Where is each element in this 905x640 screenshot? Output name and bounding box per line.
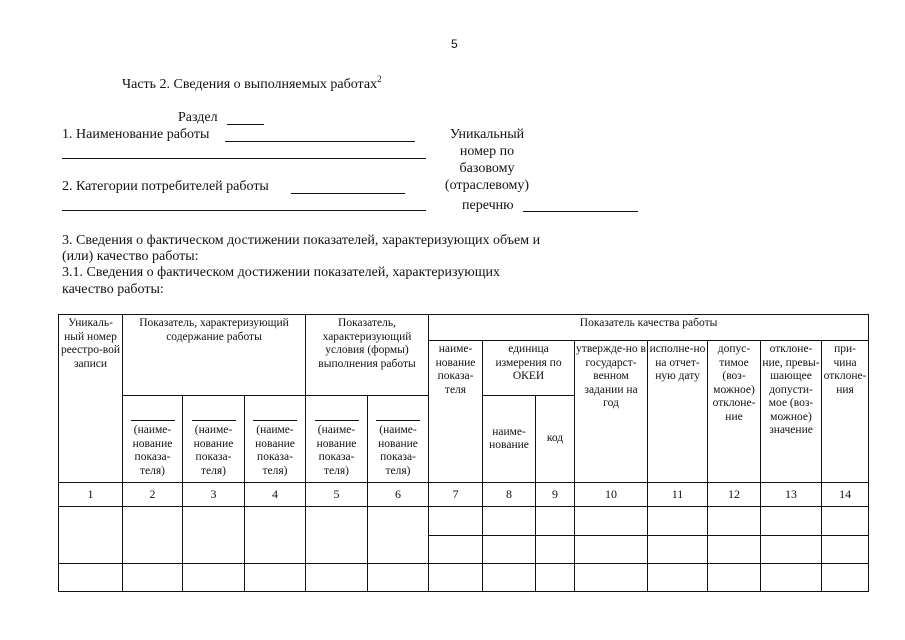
unique-number-line4: (отраслевому) — [444, 178, 530, 193]
table-cell[interactable] — [822, 564, 869, 592]
table-cell[interactable] — [822, 536, 869, 564]
subheader-text: (наиме-нование показа-теля) — [316, 424, 357, 477]
section-3-1-line2: качество работы: — [62, 282, 164, 297]
table-header-row-1 — [59, 315, 869, 341]
table-cell[interactable] — [536, 536, 575, 564]
table-cell[interactable] — [575, 507, 648, 536]
table-cell[interactable] — [368, 507, 429, 564]
section-3-line2: (или) качество работы: — [62, 249, 199, 264]
footnote-mark: 2 — [377, 74, 382, 84]
table-cell[interactable] — [648, 536, 708, 564]
col-number: 11 — [648, 483, 708, 507]
table-cell[interactable] — [483, 564, 536, 592]
col-number: 2 — [123, 483, 183, 507]
unit-name-header: наиме-нование — [483, 396, 536, 483]
consumers-field-line2 — [62, 210, 426, 211]
table-cell[interactable] — [123, 564, 183, 592]
table-cell[interactable] — [59, 564, 123, 592]
excess-deviation-header: отклоне-ние, превы-шающее допусти-мое (воз-можное) значение — [761, 341, 822, 483]
col-number: 7 — [429, 483, 483, 507]
page-number: 5 — [451, 37, 458, 51]
col-number: 1 — [59, 483, 123, 507]
unique-number-line2: номер по — [459, 144, 515, 159]
content-indicator-header: Показатель, характеризующий содержание работы — [123, 315, 306, 396]
col-number: 4 — [245, 483, 306, 507]
table-cell[interactable] — [536, 564, 575, 592]
table-cell[interactable] — [822, 507, 869, 536]
table-cell[interactable] — [429, 536, 483, 564]
table-row — [59, 564, 869, 592]
table-cell[interactable] — [59, 507, 123, 564]
deviation-reason-header: при-чина отклоне-ния — [822, 341, 869, 483]
section-3-line1: 3. Сведения о фактическом достижении показателей, характеризующих объем и — [62, 233, 541, 248]
table-cell[interactable] — [708, 507, 761, 536]
table-cell[interactable] — [761, 564, 822, 592]
col-number: 12 — [708, 483, 761, 507]
conditions-indicator-header: Показатель, характеризующий условия (формы) выполнения работы — [306, 315, 429, 396]
table-cell[interactable] — [575, 564, 648, 592]
unit-header: единица измерения по ОКЕИ — [483, 341, 575, 396]
quality-indicators-table — [58, 314, 869, 592]
table-cell[interactable] — [245, 564, 306, 592]
subheader-text: (наиме-нование показа-теля) — [193, 424, 234, 477]
table-cell[interactable] — [429, 564, 483, 592]
indicator-name-header: наиме-нование показа-теля — [429, 341, 483, 483]
unique-number-line1: Уникальный — [449, 127, 525, 142]
content-subheader-3 — [245, 396, 306, 483]
part-title-text: Часть 2. Сведения о выполняемых работах — [122, 77, 378, 92]
conditions-subheader-2 — [368, 396, 429, 483]
col-number: 13 — [761, 483, 822, 507]
executed-header: исполне-но на отчет-ную дату — [648, 341, 708, 483]
col-number: 9 — [536, 483, 575, 507]
work-name-label: 1. Наименование работы — [62, 127, 210, 142]
table-cell[interactable] — [183, 564, 245, 592]
table-cell[interactable] — [245, 507, 306, 564]
col-number: 5 — [306, 483, 368, 507]
col-registry-number-header: Уникаль-ный номер реестро-вой записи — [59, 315, 123, 483]
section-number-field — [227, 124, 264, 125]
unique-number-line5: перечню — [462, 198, 514, 213]
column-number-row — [59, 483, 869, 507]
consumers-label: 2. Категории потребителей работы — [62, 179, 269, 194]
unique-number-label — [432, 126, 542, 194]
table-cell[interactable] — [483, 536, 536, 564]
unique-number-field — [523, 211, 638, 212]
quality-indicator-header: Показатель качества работы — [429, 315, 869, 341]
table-cell[interactable] — [368, 564, 429, 592]
col-number: 3 — [183, 483, 245, 507]
table-cell[interactable] — [306, 564, 368, 592]
table-cell[interactable] — [123, 507, 183, 564]
col-number: 8 — [483, 483, 536, 507]
col-number: 6 — [368, 483, 429, 507]
work-name-field — [225, 141, 415, 142]
section-label: Раздел — [178, 110, 218, 125]
table-cell[interactable] — [648, 507, 708, 536]
part-title — [122, 74, 382, 93]
work-name-field-line2 — [62, 158, 426, 159]
col-number: 14 — [822, 483, 869, 507]
table-cell[interactable] — [306, 507, 368, 564]
approved-header: утвержде-но в государст-венном задании на год — [575, 341, 648, 483]
section-3-1-line1: 3.1. Сведения о фактическом достижении показателей, характеризующих — [62, 265, 500, 280]
allowed-deviation-header: допус-тимое (воз-можное) отклоне-ние — [708, 341, 761, 483]
table-cell[interactable] — [761, 536, 822, 564]
subheader-text: (наиме-нование показа-теля) — [132, 424, 173, 477]
subheader-text: (наиме-нование показа-теля) — [378, 424, 418, 477]
conditions-subheader-1 — [306, 396, 368, 483]
content-subheader-2 — [183, 396, 245, 483]
unique-number-line3: базовому — [459, 161, 515, 176]
col-number: 10 — [575, 483, 648, 507]
table-cell[interactable] — [183, 507, 245, 564]
table-cell[interactable] — [575, 536, 648, 564]
subheader-text: (наиме-нование показа-теля) — [255, 424, 295, 477]
table-cell[interactable] — [536, 507, 575, 536]
table-cell[interactable] — [708, 536, 761, 564]
content-subheader-1 — [123, 396, 183, 483]
table-row — [59, 507, 869, 536]
table-cell[interactable] — [648, 564, 708, 592]
table-cell[interactable] — [429, 507, 483, 536]
unit-code-header: код — [536, 396, 575, 483]
table-cell[interactable] — [761, 507, 822, 536]
table-cell[interactable] — [708, 564, 761, 592]
table-cell[interactable] — [483, 507, 536, 536]
consumers-field — [291, 193, 405, 194]
